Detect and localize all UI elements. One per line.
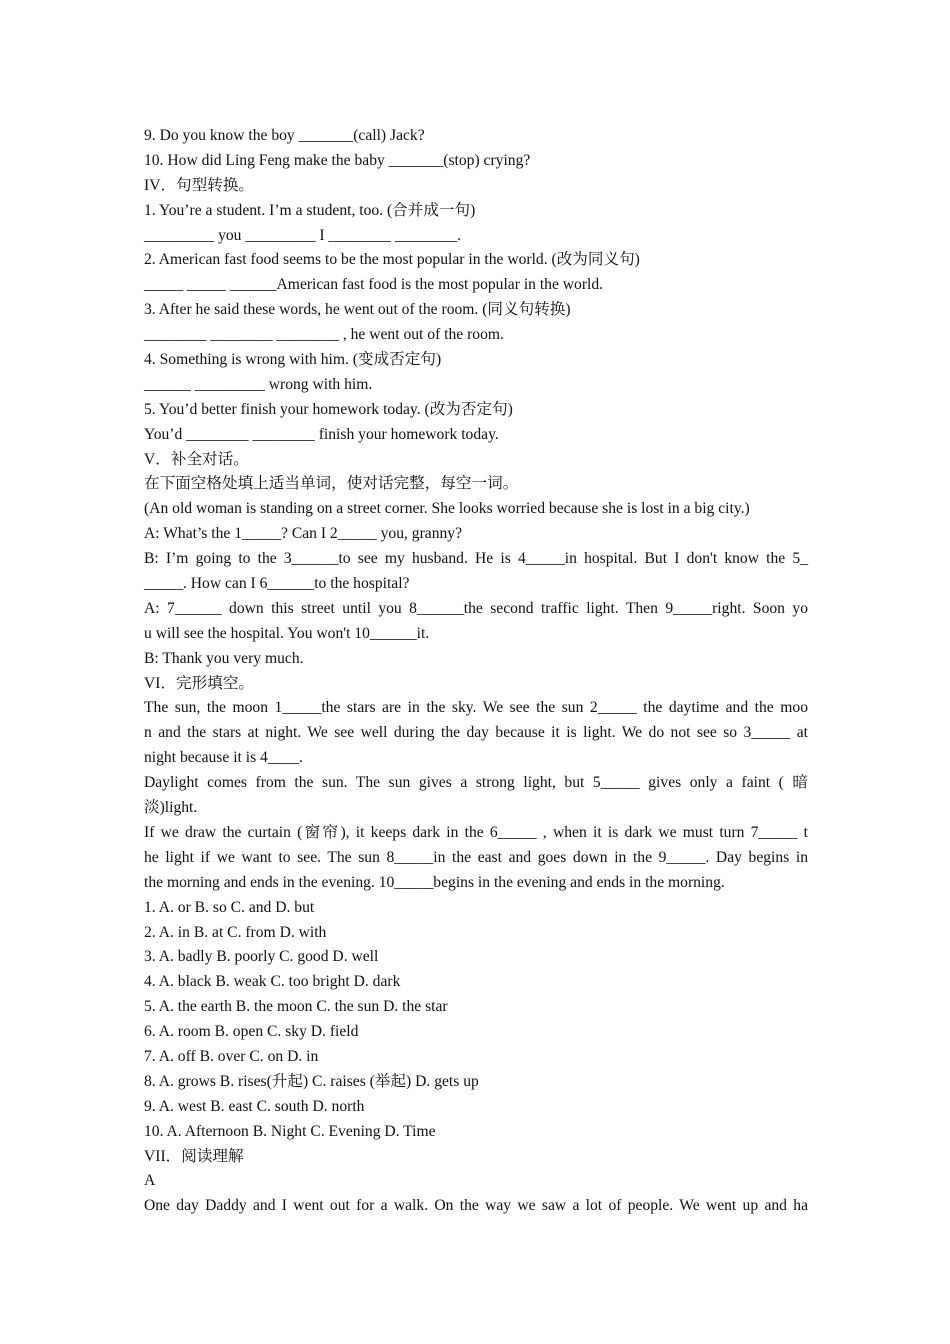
text-line: A: What’s the 1_____? Can I 2_____ you, granny? xyxy=(144,525,463,543)
text-line: 10. How did Ling Feng make the baby _______(stop) crying? xyxy=(144,151,531,169)
section-heading: V．补全对话。 xyxy=(144,450,249,468)
option-line: 4. A. black B. weak C. too bright D. dark xyxy=(144,973,401,991)
text-line: _____. How can I 6______to the hospital? xyxy=(144,575,410,593)
text-line: (An old woman is standing on a street corner. She looks worried because she is lost in a big city.) xyxy=(144,500,750,518)
section-heading: VI．完形填空。 xyxy=(144,674,255,692)
text-line: A: 7______ down this street until you 8______the second traffic light. Then 9_____right. Soon yo xyxy=(144,599,808,617)
text-line: 1. You’re a student. I’m a student, too. (合并成一句) xyxy=(144,201,476,219)
option-line: 10. A. Afternoon B. Night C. Evening D. Time xyxy=(144,1122,436,1140)
text-line: One day Daddy and I went out for a walk. On the way we saw a lot of people. We went up and ha xyxy=(144,1197,808,1215)
section-heading: VII．阅读理解 xyxy=(144,1147,244,1165)
option-line: 1. A. or B. so C. and D. but xyxy=(144,898,315,916)
text-line: The sun, the moon 1_____the stars are in the sky. We see the sun 2_____ the daytime and the moo xyxy=(144,699,808,717)
option-line: 3. A. badly B. poorly C. good D. well xyxy=(144,948,379,966)
text-line: _____ _____ ______American fast food is the most popular in the world. xyxy=(144,276,604,294)
text-line: the morning and ends in the evening. 10_____begins in the evening and ends in the morning. xyxy=(144,873,725,891)
text-line: he light if we want to see. The sun 8_____in the east and goes down in the 9_____. Day begins in xyxy=(144,848,808,866)
text-line: 9. Do you know the boy _______(call) Jack? xyxy=(144,127,425,144)
option-line: 7. A. off B. over C. on D. in xyxy=(144,1047,319,1065)
text-line: B: I’m going to the 3______to see my husband. He is 4_____in hospital. But I don't know the 5_ xyxy=(144,550,808,568)
option-line: 5. A. the earth B. the moon C. the sun D. the star xyxy=(144,998,448,1016)
passage-label: A xyxy=(144,1172,156,1190)
text-line: 5. You’d better finish your homework today. (改为否定句) xyxy=(144,400,513,418)
text-line: 淡)light. xyxy=(144,799,198,817)
option-line: 6. A. room B. open C. sky D. field xyxy=(144,1023,359,1041)
text-line: 2. American fast food seems to be the most popular in the world. (改为同义句) xyxy=(144,251,640,269)
text-line: ______ _________ wrong with him. xyxy=(144,375,373,393)
option-line: 9. A. west B. east C. south D. north xyxy=(144,1097,365,1115)
text-line: 4. Something is wrong with him. (变成否定句) xyxy=(144,351,442,369)
section-heading: IV．句型转换。 xyxy=(144,176,255,194)
text-line: _________ you _________ I ________ ________. xyxy=(144,226,462,244)
text-line: n and the stars at night. We see well during the day because it is light. We do not see so 3_____ at xyxy=(144,724,808,742)
text-line: B: Thank you very much. xyxy=(144,649,304,667)
text-line: u will see the hospital. You won't 10______it. xyxy=(144,624,430,642)
document-page xyxy=(144,124,808,1219)
text-line: 3. After he said these words, he went out of the room. (同义句转换) xyxy=(144,301,571,319)
text-line: 在下面空格处填上适当单词，使对话完整，每空一词。 xyxy=(144,475,519,493)
text-line: You’d ________ ________ finish your homework today. xyxy=(144,425,499,443)
text-line: ________ ________ ________ , he went out of the room. xyxy=(144,326,504,344)
text-line: Daylight comes from the sun. The sun gives a strong light, but 5_____ gives only a faint ( 暗 xyxy=(144,774,808,792)
text-line: night because it is 4____. xyxy=(144,749,303,767)
text-line: If we draw the curtain (窗帘), it keeps dark in the 6_____ , when it is dark we must turn 7_____ t xyxy=(144,823,808,841)
option-line: 8. A. grows B. rises(升起) C. raises (举起) D. gets up xyxy=(144,1072,479,1090)
option-line: 2. A. in B. at C. from D. with xyxy=(144,923,327,941)
